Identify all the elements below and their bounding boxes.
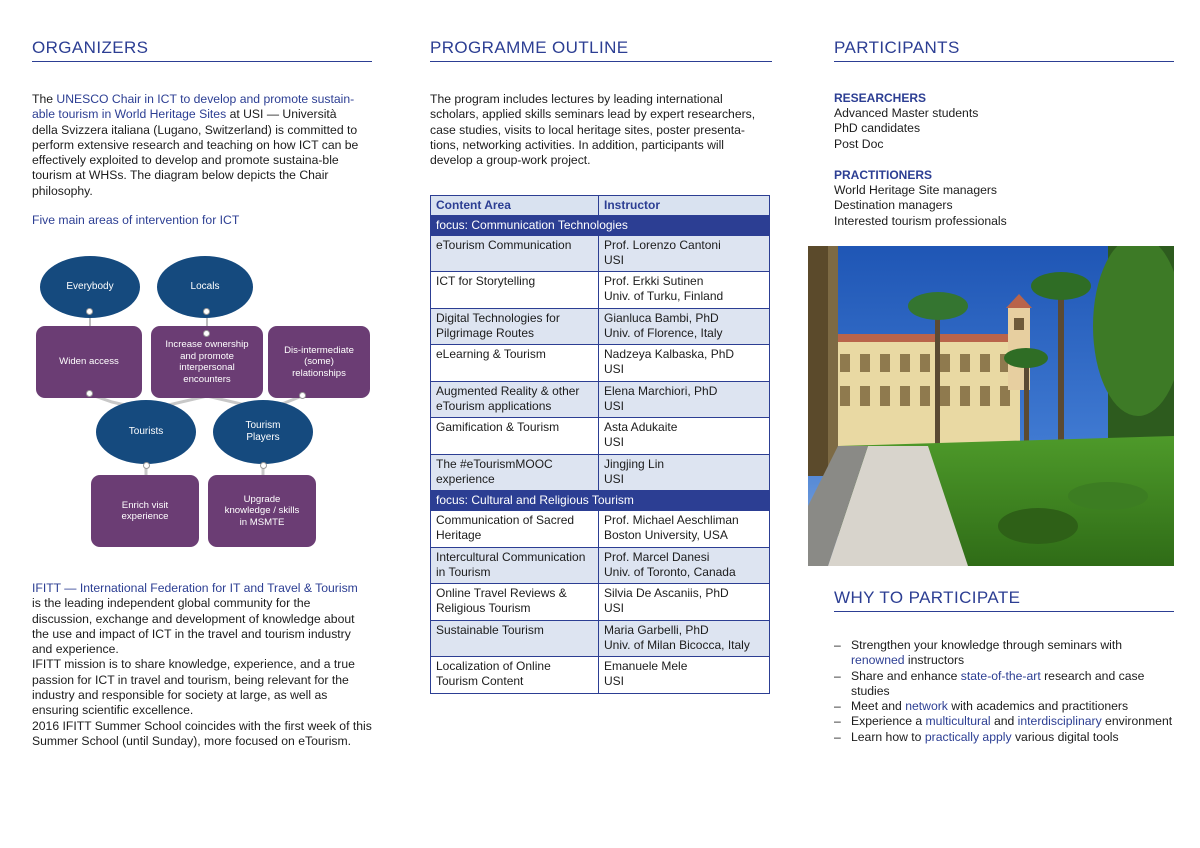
connector-dot <box>86 308 93 315</box>
column-header-content-area: Content Area <box>431 196 599 216</box>
ifitt-section <box>32 581 372 749</box>
upgrade-knowledge-box: Upgrade knowledge / skills in MSMTE <box>208 475 316 547</box>
table-row: Sustainable Tourism Maria Garbelli, PhD Univ. of Milan Bicocca, Italy <box>431 621 770 657</box>
table-row: Gamification & Tourism Asta Adukaite USI <box>431 418 770 455</box>
ifitt-summer-school: 2016 IFITT Summer School coincides with the first week of this Summer School (until Sunday), more focused on eTourism. <box>32 718 372 748</box>
connector-dot <box>203 330 210 337</box>
why-heading: WHY TO PARTICIPATE <box>834 588 1174 612</box>
list-item: – Share and enhance state-of-the-art research and case studies <box>834 668 1145 698</box>
table-row: Digital Technologies for Pilgrimage Routes Gianluca Bambi, PhD Univ. of Florence, Italy <box>431 309 770 345</box>
list-item: Post Doc <box>834 136 884 151</box>
dis-intermediate-box: Dis-intermediate (some) relationships <box>268 326 370 398</box>
unesco-chair-link[interactable]: UNESCO Chair in ICT to develop and promote sustain-able tourism in World Heritage Sites <box>32 92 355 122</box>
connector-dot <box>143 462 150 469</box>
connector-dot <box>260 462 267 469</box>
chair-description: The UNESCO Chair in ICT to develop and promote sustain-able tourism in World Heritage Sites at USI — Università della Svizzera italiana (Lugano, Switzerland) is committed to perform extensive research and teaching on how ICT can be effectively exploited to develop and promote sustaina-ble tourism at WHSs. The diagram below depicts the Chair philosophy. <box>32 92 359 198</box>
enrich-visit-box: Enrich visit experience <box>91 475 199 547</box>
practitioners-list <box>834 183 1007 229</box>
tourism-players-node: Tourism Players <box>213 400 313 464</box>
programme-table <box>430 195 770 694</box>
tourists-node: Tourists <box>96 400 196 464</box>
table-row: Intercultural Communication in Tourism Prof. Marcel Danesi Univ. of Toronto, Canada <box>431 548 770 584</box>
diagram-title: Five main areas of intervention for ICT <box>32 213 240 227</box>
campus-photo <box>808 246 1174 566</box>
programme-intro: The program includes lectures by leading international scholars, applied skills seminars lead by expert researchers, case studies, visits to local heritage sites, poster presenta-tions, networking activities. In addition, participants will develop a group-work project. <box>430 92 756 168</box>
ifitt-link[interactable]: IFITT — International Federation for IT and Travel & Tourism <box>32 581 358 595</box>
ifitt-description: is the leading independent global community for the discussion, exchange and development of knowledge about the use and impact of ICT in the travel and tourism industry and experience. <box>32 596 355 657</box>
increase-ownership-box: Increase ownership and promote interpersonal encounters <box>151 326 263 398</box>
list-item: – Experience a multicultural and interdisciplinary environment <box>834 714 1173 729</box>
list-item: Destination managers <box>834 198 953 213</box>
why-bullet-list <box>834 638 1174 745</box>
table-row: Communication of Sacred Heritage Prof. Michael Aeschliman Boston University, USA <box>431 511 770 548</box>
ifitt-mission: IFITT mission is to share knowledge, experience, and a true passion for ICT in travel and tourism, being relevant for the industry and responsible for society at large, as well as ensuring scientific excellence. <box>32 657 355 718</box>
list-item: – Meet and network with academics and practitioners <box>834 699 1129 714</box>
organizers-heading: ORGANIZERS <box>32 38 372 62</box>
table-row: Localization of Online Tourism Content Emanuele Mele USI <box>431 657 770 694</box>
list-item: Advanced Master students <box>834 106 979 120</box>
connector-dot <box>299 392 306 399</box>
list-item: World Heritage Site managers <box>834 183 998 197</box>
locals-node: Locals <box>157 256 253 318</box>
list-item: PhD candidates <box>834 121 921 136</box>
connector-dot <box>203 308 210 315</box>
table-row: eTourism Communication Prof. Lorenzo Cantoni USI <box>431 236 770 272</box>
ict-areas-diagram <box>32 252 372 552</box>
everybody-node: Everybody <box>40 256 140 318</box>
villa-garden-image <box>808 246 1174 566</box>
table-row: Augmented Reality & other eTourism applications Elena Marchiori, PhD USI <box>431 382 770 418</box>
connector-dot <box>86 390 93 397</box>
researchers-label: RESEARCHERS <box>834 91 927 105</box>
programme-heading: PROGRAMME OUTLINE <box>430 38 772 62</box>
table-row: eLearning & Tourism Nadzeya Kalbaska, PhD USI <box>431 345 770 382</box>
researchers-list <box>834 106 978 152</box>
list-item: – Strengthen your knowledge through seminars with renowned instructors <box>834 638 1122 668</box>
table-row: The #eTourismMOOC experience Jingjing Lin USI <box>431 455 770 491</box>
focus-communication-technologies: focus: Communication Technologies <box>431 216 770 236</box>
list-item: – Learn how to practically apply various digital tools <box>834 729 1119 744</box>
practitioners-label: PRACTITIONERS <box>834 168 933 182</box>
widen-access-box: Widen access <box>36 326 142 398</box>
focus-cultural-religious-tourism: focus: Cultural and Religious Tourism <box>431 491 770 511</box>
column-header-instructor: Instructor <box>599 196 770 216</box>
participants-heading: PARTICIPANTS <box>834 38 1174 62</box>
table-row: ICT for Storytelling Prof. Erkki Sutinen Univ. of Turku, Finland <box>431 272 770 309</box>
table-row: Online Travel Reviews & Religious Tourism Silvia De Ascaniis, PhD USI <box>431 584 770 621</box>
list-item: Interested tourism professionals <box>834 213 1007 228</box>
